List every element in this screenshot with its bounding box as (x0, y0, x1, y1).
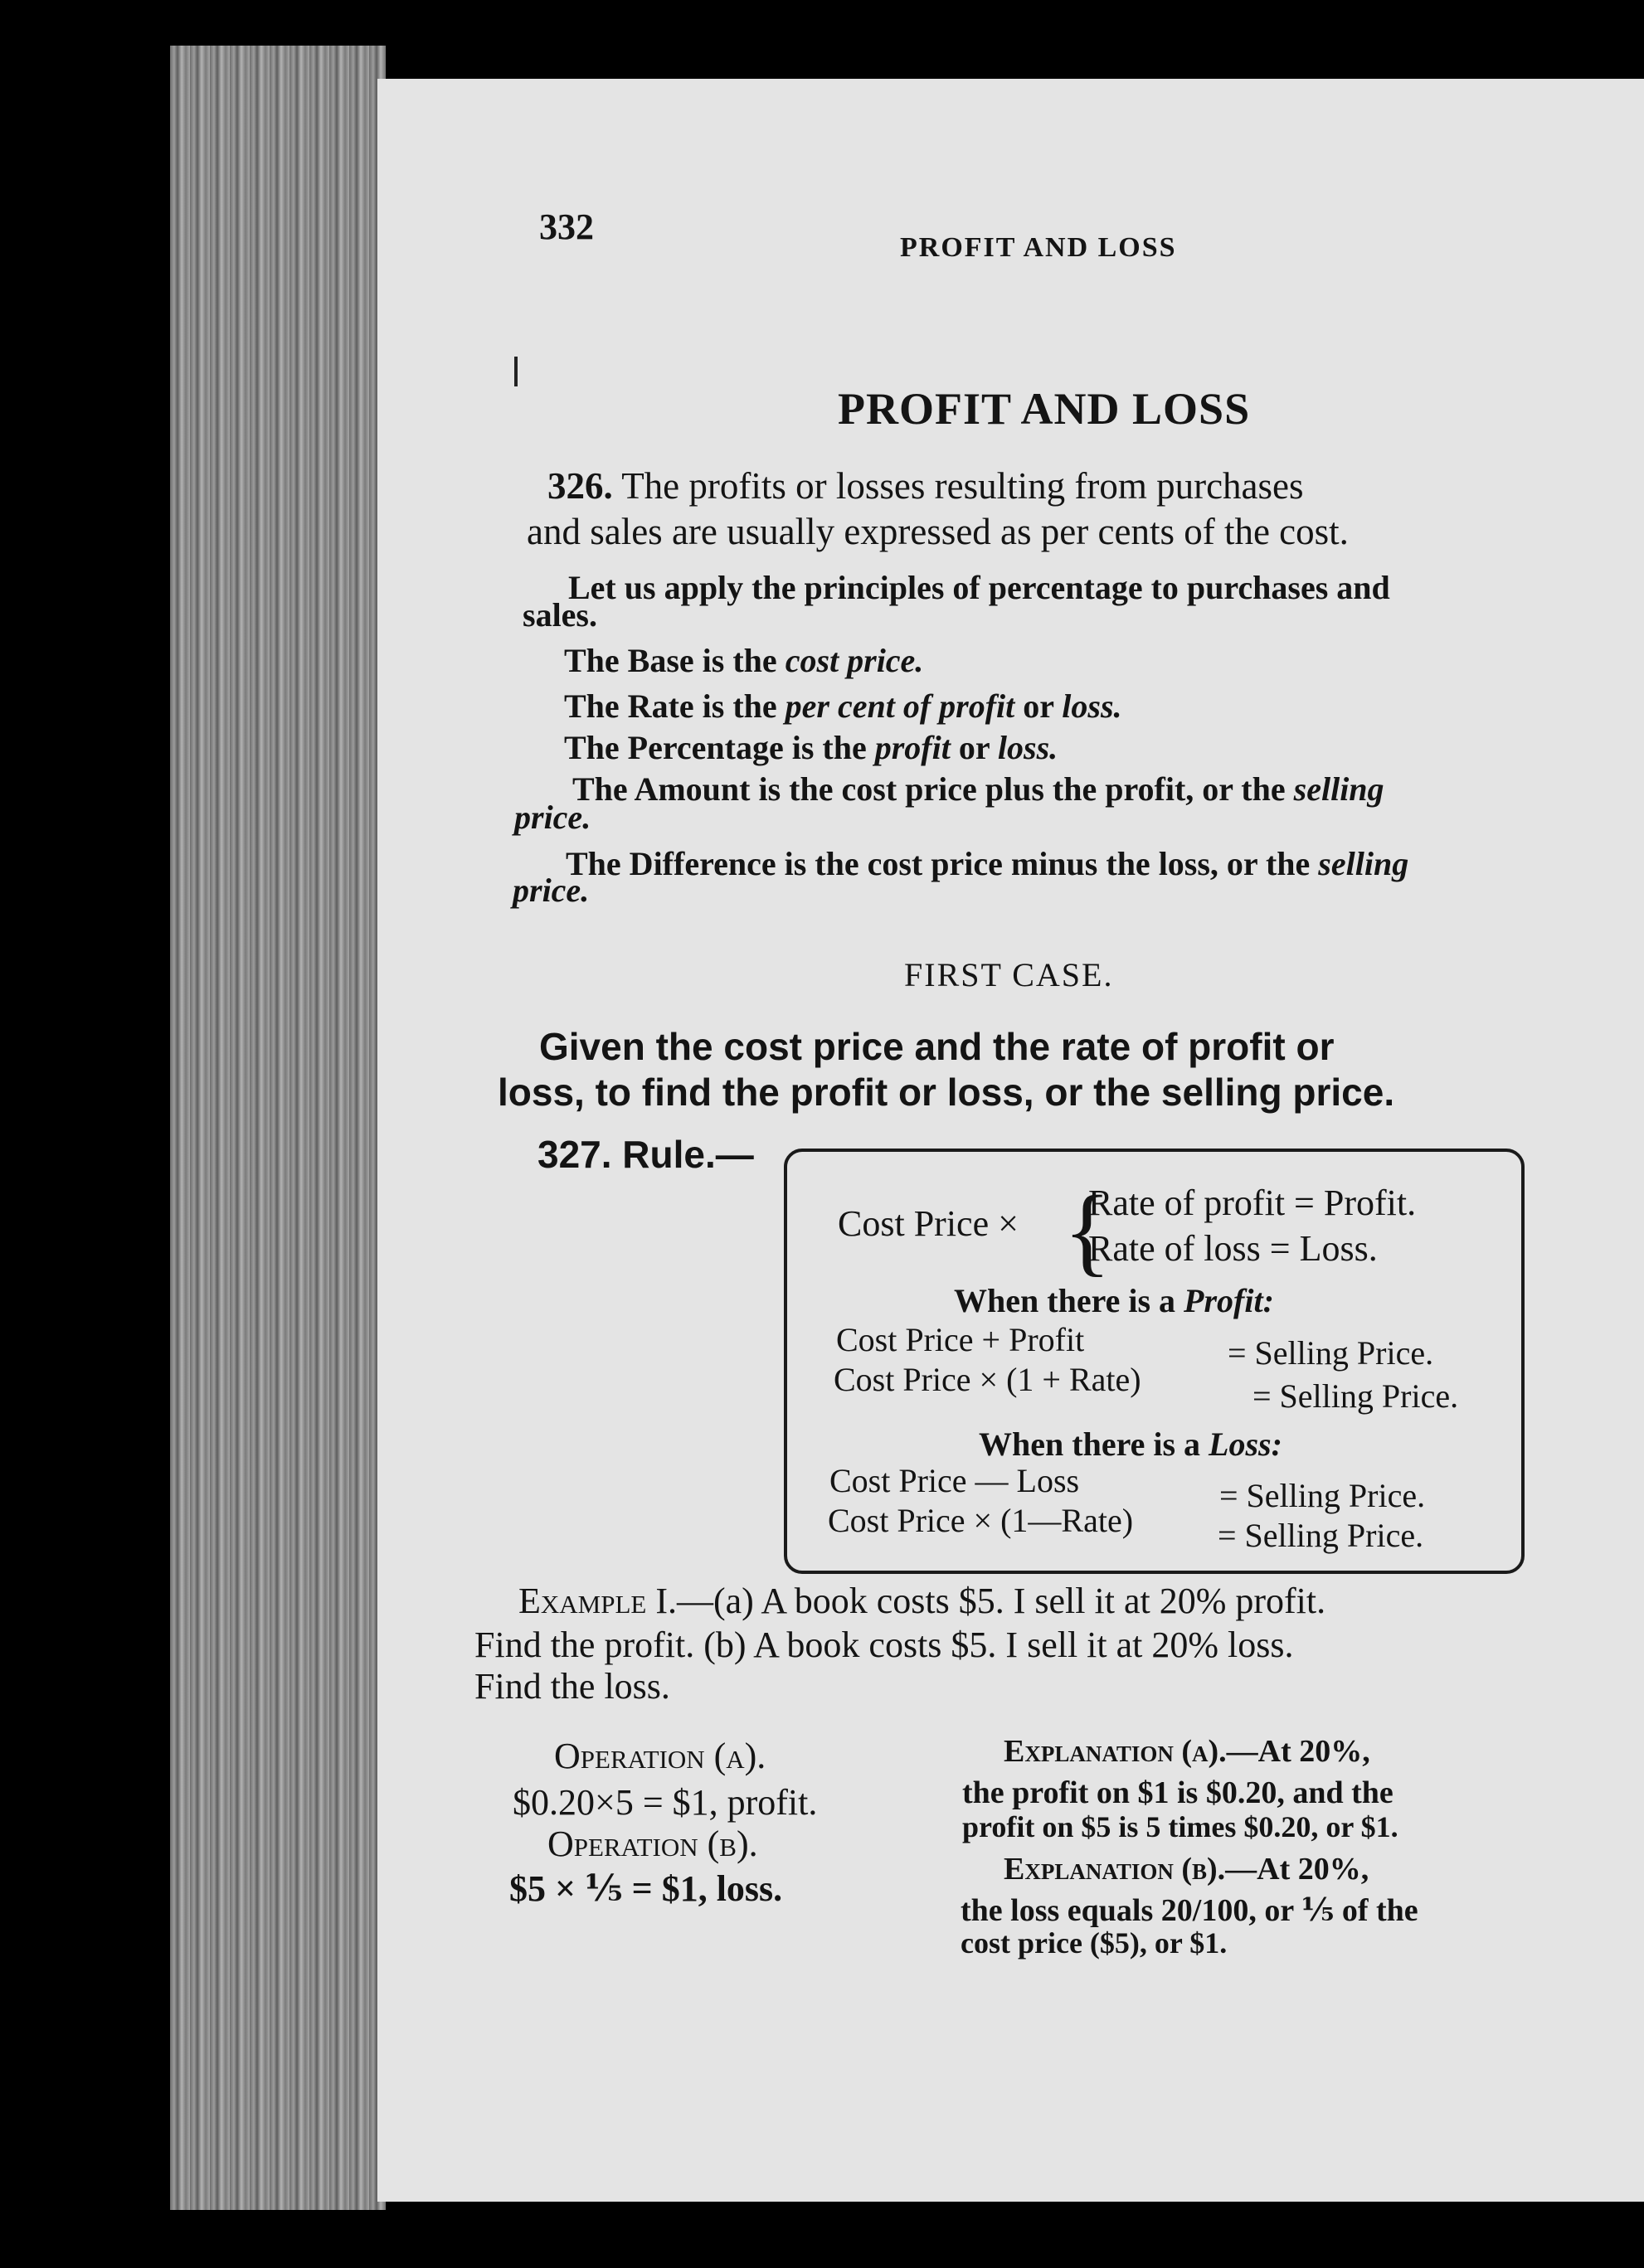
difference-definition-line1: The Difference is the cost price minus the loss, or the selling (566, 845, 1409, 882)
operation-a-label: Operation (a). (554, 1736, 766, 1776)
example-line1: Example I.—(a) A book costs $5. I sell it at 20% profit. (518, 1581, 1326, 1621)
given-line2: loss, to find the profit or loss, or the selling price. (498, 1071, 1395, 1114)
amount-definition-line2: price. (514, 799, 591, 836)
section-326-line2: and sales are usually expressed as per cents of the cost. (527, 511, 1349, 552)
rule-label: 327. Rule.— (537, 1133, 754, 1176)
rule-loss-line2-left: Cost Price × (1—Rate) (828, 1502, 1134, 1539)
rule-when-profit: When there is a Profit: (954, 1282, 1274, 1319)
rule-loss-line2-right: = Selling Price. (1218, 1517, 1424, 1554)
base-definition: The Base is the cost price. (564, 642, 924, 679)
explanation-a-line1: Explanation (a).—At 20%, (1004, 1734, 1370, 1769)
example-line2: Find the profit. (b) A book costs $5. I sell it at 20% loss. (474, 1625, 1294, 1665)
page-edge (170, 46, 386, 2210)
page-number: 332 (539, 206, 594, 247)
rule-profit-line1-left: Cost Price + Profit (836, 1321, 1085, 1358)
page-title: PROFIT AND LOSS (838, 384, 1251, 434)
example-line3: Find the loss. (474, 1666, 670, 1707)
amount-definition-line1: The Amount is the cost price plus the profit, or the selling (572, 770, 1384, 808)
rule-profit-line1-right: = Selling Price. (1228, 1334, 1434, 1372)
given-line1: Given the cost price and the rate of profit or (539, 1025, 1335, 1068)
rule-profit-line2-left: Cost Price × (1 + Rate) (834, 1361, 1141, 1398)
explanation-a-line2: the profit on $1 is $0.20, and the (962, 1775, 1394, 1810)
section-326-p2-line2: sales. (523, 596, 597, 634)
section-326-p2-line1: Let us apply the principles of percentage to purchases and (568, 569, 1390, 606)
operation-b: $5 × ⅕ = $1, loss. (509, 1868, 783, 1909)
section-326-line1: 326. The profits or losses resulting from purchases (547, 465, 1304, 507)
explanation-b-line1: Explanation (b).—At 20%, (1004, 1852, 1369, 1887)
rule-cost-price-times: Cost Price × (838, 1203, 1019, 1244)
margin-mark (514, 357, 518, 386)
first-case-heading: FIRST CASE. (904, 956, 1114, 993)
rule-profit-line2-right: = Selling Price. (1252, 1377, 1459, 1415)
rule-brace: { (1063, 1175, 1111, 1285)
explanation-b-line3: cost price ($5), or $1. (961, 1926, 1228, 1960)
difference-definition-line2: price. (513, 872, 590, 909)
rule-when-loss: When there is a Loss: (979, 1425, 1282, 1463)
operation-b-label: Operation (b). (547, 1824, 758, 1864)
operation-a: $0.20×5 = $1, profit. (513, 1782, 818, 1823)
rule-rate-of-profit: Rate of profit = Profit. (1088, 1183, 1417, 1223)
running-head: PROFIT AND LOSS (900, 232, 1177, 263)
rule-loss-line1-left: Cost Price — Loss (829, 1462, 1080, 1499)
explanation-a-line3: profit on $5 is 5 times $0.20, or $1. (962, 1810, 1398, 1843)
rule-loss-line1-right: = Selling Price. (1219, 1477, 1426, 1514)
explanation-b-line2: the loss equals 20/100, or ⅕ of the (961, 1893, 1418, 1928)
rule-rate-of-loss: Rate of loss = Loss. (1088, 1228, 1378, 1269)
percentage-definition: The Percentage is the profit or loss. (564, 729, 1058, 766)
rate-definition: The Rate is the per cent of profit or loss. (564, 687, 1122, 725)
